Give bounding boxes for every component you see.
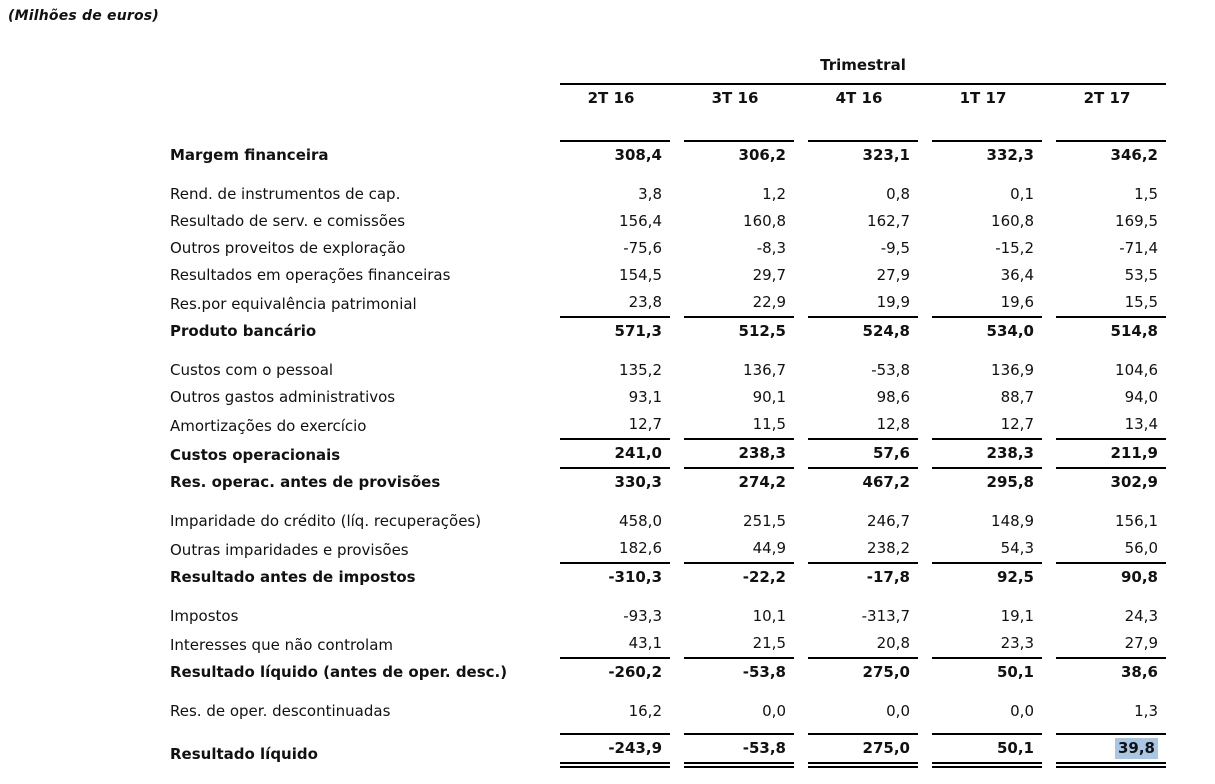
section-spacer-row (170, 725, 1166, 733)
value-cell: 162,7 (867, 212, 910, 230)
table-row (170, 469, 1166, 496)
row-label: Amortizações do exercício (170, 417, 367, 435)
value-cell: 12,7 (560, 411, 670, 440)
value-cell: -53,8 (684, 733, 794, 768)
group-header-trimestral: Trimestral (560, 53, 1166, 85)
row-label: Outros gastos administrativos (170, 388, 396, 406)
value-cell: 19,6 (932, 289, 1042, 318)
value-cell: 346,2 (1110, 146, 1158, 164)
value-cell: 0,1 (1010, 185, 1034, 203)
value-cell: 88,7 (1000, 388, 1034, 406)
value-cell: -9,5 (880, 239, 910, 257)
value-cell: 467,2 (862, 473, 910, 491)
value-cell: 308,4 (614, 146, 662, 164)
column-underline-row (170, 112, 1166, 142)
table-row (170, 181, 1166, 208)
highlighted-value: 39,8 (1115, 738, 1158, 759)
table-row (170, 733, 1166, 768)
column-underline (560, 112, 670, 142)
value-cell: 23,8 (560, 289, 670, 318)
table-row (170, 262, 1166, 289)
table-row (170, 142, 1166, 169)
value-cell: 251,5 (743, 512, 786, 530)
value-cell: 332,3 (986, 146, 1034, 164)
column-header-3t-16: 3T 16 (711, 89, 759, 107)
value-cell: 275,0 (808, 733, 918, 768)
table-row (170, 357, 1166, 384)
value-cell: 154,5 (619, 266, 662, 284)
value-cell: 330,3 (614, 473, 662, 491)
row-label: Res. operac. antes de provisões (170, 473, 441, 491)
value-cell: 306,2 (738, 146, 786, 164)
value-cell: 136,9 (991, 361, 1034, 379)
value-cell: 1,3 (1134, 702, 1158, 720)
row-label: Resultado de serv. e comissões (170, 212, 406, 230)
row-label: Resultado líquido (antes de oper. desc.) (170, 663, 508, 681)
value-cell: -313,7 (861, 607, 910, 625)
value-cell: 93,1 (628, 388, 662, 406)
table-row (170, 318, 1166, 345)
value-cell: 295,8 (986, 473, 1034, 491)
row-label: Produto bancário (170, 322, 317, 340)
table-row (170, 630, 1166, 659)
table-row (170, 659, 1166, 686)
value-cell: -53,8 (871, 361, 910, 379)
row-label: Margem financeira (170, 146, 329, 164)
value-cell: -17,8 (866, 568, 910, 586)
value-cell: 27,9 (876, 266, 910, 284)
value-cell: 90,1 (752, 388, 786, 406)
column-underline (1056, 112, 1166, 142)
value-cell: 19,9 (808, 289, 918, 318)
value-cell: 50,1 (932, 733, 1042, 768)
value-cell: 36,4 (1000, 266, 1034, 284)
value-cell: 29,7 (752, 266, 786, 284)
row-label: Res. de oper. descontinuadas (170, 702, 391, 720)
value-cell: 23,3 (932, 630, 1042, 659)
value-cell: 1,5 (1134, 185, 1158, 203)
row-label: Res.por equivalência patrimonial (170, 295, 417, 313)
column-underline (684, 112, 794, 142)
column-underline (932, 112, 1042, 142)
value-cell: -22,2 (742, 568, 786, 586)
value-cell: 571,3 (614, 322, 662, 340)
table-row (170, 535, 1166, 564)
value-cell: 13,4 (1056, 411, 1166, 440)
value-cell: -75,6 (623, 239, 662, 257)
section-spacer-row (170, 686, 1166, 698)
value-cell: -243,9 (560, 733, 670, 768)
column-underline (808, 112, 918, 142)
value-cell: 0,0 (886, 702, 910, 720)
value-cell: 323,1 (862, 146, 910, 164)
row-label: Custos operacionais (170, 446, 341, 464)
value-cell: 27,9 (1056, 630, 1166, 659)
table-row (170, 235, 1166, 262)
value-cell: 3,8 (638, 185, 662, 203)
row-label: Resultado líquido (170, 745, 318, 763)
section-spacer-row (170, 591, 1166, 603)
units-note: (Milhões de euros) (8, 8, 159, 24)
value-cell: 92,5 (996, 568, 1034, 586)
group-header-row (170, 53, 1166, 85)
column-header-row (170, 85, 1166, 112)
value-cell: 21,5 (684, 630, 794, 659)
value-cell: 11,5 (684, 411, 794, 440)
value-cell: 56,0 (1056, 535, 1166, 564)
value-cell: 275,0 (862, 663, 910, 681)
table-row (170, 698, 1166, 725)
value-cell: 160,8 (743, 212, 786, 230)
value-cell: 238,3 (932, 440, 1042, 469)
column-header-4t-16: 4T 16 (835, 89, 883, 107)
value-cell: 458,0 (619, 512, 662, 530)
table-row (170, 508, 1166, 535)
value-cell: 135,2 (619, 361, 662, 379)
value-cell: 43,1 (560, 630, 670, 659)
table-row (170, 384, 1166, 411)
value-cell: -53,8 (742, 663, 786, 681)
value-cell: 514,8 (1110, 322, 1158, 340)
column-header-1t-17: 1T 17 (959, 89, 1007, 107)
value-cell: -71,4 (1119, 239, 1158, 257)
value-cell: 94,0 (1124, 388, 1158, 406)
table-row (170, 411, 1166, 440)
table-row (170, 289, 1166, 318)
value-cell: 169,5 (1115, 212, 1158, 230)
row-label: Interesses que não controlam (170, 636, 394, 654)
column-header-2t-16: 2T 16 (587, 89, 635, 107)
value-cell: 90,8 (1120, 568, 1158, 586)
value-cell: 136,7 (743, 361, 786, 379)
value-cell: 12,7 (932, 411, 1042, 440)
value-cell: 156,1 (1115, 512, 1158, 530)
column-header-spacer (170, 85, 546, 112)
value-cell: 19,1 (1000, 607, 1034, 625)
table-row (170, 603, 1166, 630)
row-label: Impostos (170, 607, 239, 625)
value-cell: 0,0 (1010, 702, 1034, 720)
value-cell: -310,3 (608, 568, 662, 586)
value-cell: 512,5 (738, 322, 786, 340)
table-row (170, 208, 1166, 235)
value-cell: -93,3 (623, 607, 662, 625)
value-cell: 10,1 (752, 607, 786, 625)
row-label: Outros proveitos de exploração (170, 239, 406, 257)
value-cell: 44,9 (684, 535, 794, 564)
value-cell: 160,8 (991, 212, 1034, 230)
value-cell: 0,0 (762, 702, 786, 720)
value-cell: 238,3 (684, 440, 794, 469)
section-spacer-row (170, 169, 1166, 181)
value-cell: 50,1 (996, 663, 1034, 681)
row-label: Resultado antes de impostos (170, 568, 416, 586)
value-cell: 211,9 (1056, 440, 1166, 469)
value-cell: 20,8 (808, 630, 918, 659)
value-cell: 246,7 (867, 512, 910, 530)
value-cell: 302,9 (1110, 473, 1158, 491)
section-spacer-row (170, 496, 1166, 508)
value-cell: 53,5 (1124, 266, 1158, 284)
table-row (170, 440, 1166, 469)
value-cell: 238,2 (808, 535, 918, 564)
row-label: Rend. de instrumentos de cap. (170, 185, 401, 203)
value-cell: 148,9 (991, 512, 1034, 530)
section-spacer-row (170, 345, 1166, 357)
value-cell: 104,6 (1115, 361, 1158, 379)
value-cell: 15,5 (1056, 289, 1166, 318)
value-cell: 98,6 (876, 388, 910, 406)
value-cell: 54,3 (932, 535, 1042, 564)
value-cell: 534,0 (986, 322, 1034, 340)
quarterly-results-table (156, 53, 1180, 768)
value-cell: -8,3 (756, 239, 786, 257)
table-row (170, 564, 1166, 591)
value-cell: 182,6 (560, 535, 670, 564)
row-label: Outras imparidades e provisões (170, 541, 409, 559)
row-label: Custos com o pessoal (170, 361, 334, 379)
value-cell: 22,9 (684, 289, 794, 318)
value-cell: 16,2 (628, 702, 662, 720)
column-underline-spacer (170, 112, 546, 142)
value-cell: 1,2 (762, 185, 786, 203)
row-label: Resultados em operações financeiras (170, 266, 451, 284)
value-cell: 0,8 (886, 185, 910, 203)
value-cell: 274,2 (738, 473, 786, 491)
value-cell: -15,2 (995, 239, 1034, 257)
highlighted-value-cell (1056, 733, 1166, 768)
value-cell: 24,3 (1124, 607, 1158, 625)
value-cell: 241,0 (560, 440, 670, 469)
value-cell: 57,6 (808, 440, 918, 469)
column-header-2t-17: 2T 17 (1083, 89, 1131, 107)
value-cell: 524,8 (862, 322, 910, 340)
value-cell: -260,2 (608, 663, 662, 681)
row-label: Imparidade do crédito (líq. recuperações) (170, 512, 482, 530)
value-cell: 38,6 (1120, 663, 1158, 681)
value-cell: 156,4 (619, 212, 662, 230)
group-header-spacer (170, 53, 546, 85)
value-cell: 12,8 (808, 411, 918, 440)
table-body (170, 142, 1166, 768)
